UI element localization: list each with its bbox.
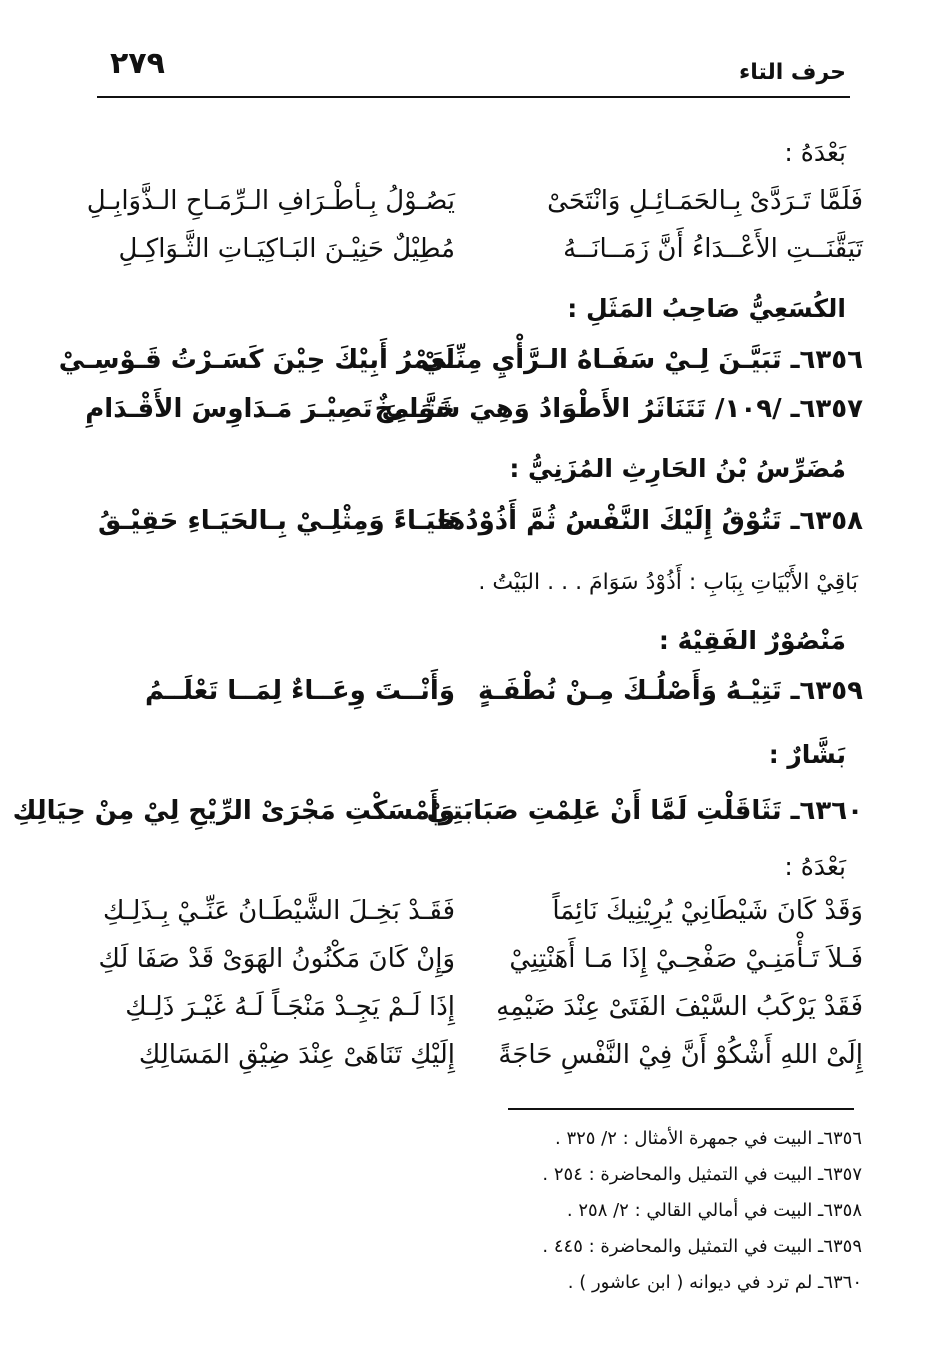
verse-second-hemistich: وَإِنْ كَانَ مَكْنُونُ الهَوَىْ قَدْ صَفَا لَكِ	[98, 944, 455, 974]
verse-second-hemistich: إِلَيْكِ تَنَاهَىْ عِنْدَ ضِيْقِ المَسَالِكِ	[138, 1040, 455, 1070]
verse-first-hemistich: تَيَقَّنَــتِ الأَعْــدَاءُ أَنَّ زَمَــانَــهُ	[563, 234, 863, 264]
chapter-title: حرف التاء	[738, 60, 846, 85]
verse-first-hemistich: فَقَدْ يَرْكَبُ السَّيْفَ الفَتَىْ عِنْدَ ضَيْمِهِ	[496, 992, 863, 1022]
cross-reference-note: بَاقِيْ الأَبْيَاتِ بِبَابِ : أَذُوْدُ سَوَامَ . . . البَيْتُ .	[478, 570, 858, 595]
verse-second-hemistich: وَأَمْسَكْتِ مَجْرَىْ الرِّيْحِ لِيْ مِنْ حِيَالِكِ	[12, 796, 455, 826]
verse-second-hemistich: مُطِيْلٌ حَنِيْـنَ البَـاكِيَـاتِ الثَّـوَاكِـلِ	[118, 234, 455, 264]
footnote: ٦٣٥٨ـ البيت في أمالي القالي : ٢/ ٢٥٨ .	[566, 1200, 862, 1221]
verse-second-hemistich: لَعَمْرُ أَبِيْكَ حِيْنَ كَسَـرْتُ قَـوْسِـيْ	[58, 345, 455, 375]
footnote: ٦٣٥٩ـ البيت في التمثيل والمحاضرة : ٤٤٥ .	[542, 1236, 862, 1257]
section-label: بَشَّارٌ :	[768, 740, 846, 769]
section-label: بَعْدَهُ :	[784, 852, 846, 881]
verse-second-hemistich: إِذَا لَـمْ يَجِـدْ مَنْجَـاً لَـهُ غَيْـرَ ذَلِـكِ	[125, 992, 455, 1022]
header-rule	[97, 96, 850, 98]
verse-first-hemistich: ٦٣٥٧ـ /١٠٩/ تَتَنَاثَرُ الأَطْوَادُ وَهِيَ شَوَامِخٌ	[374, 394, 863, 424]
verse-first-hemistich: فَـلاَ تَـأْمَنِـيْ صَفْحِـيْ إِذَا مَـا أَهَنْتِنِيْ	[509, 944, 863, 974]
verse-second-hemistich: يَصُـوْلُ بِـأطْـرَافِ الـرِّمَـاحِ الـذَّوَابِـلِ	[86, 186, 455, 216]
verse-first-hemistich: إِلَىْ اللهِ أَشْكُوْ أَنَّ فِيْ النَّفْسِ حَاجَةً	[498, 1040, 863, 1070]
verse-second-hemistich: فَقَـدْ بَخِـلَ الشَّيْطَـانُ عَنِّـيْ بِـذَلِـكِ	[103, 896, 455, 926]
verse-first-hemistich: ٦٣٥٦ـ تَبَيَّـنَ لِـيْ سَفَـاهُ الـرَّأْيِ مِنِّـيْ	[420, 345, 863, 375]
verse-second-hemistich: وَأَنْــتَ وِعَــاءٌ لِمَــا تَعْلَــمُ	[145, 676, 455, 706]
verse-second-hemistich: حَتَّــىَ تَصِيْـرَ مَـدَاوِسَ الأَقْـدَامِ	[85, 394, 455, 424]
page-number: ٢٧٩	[110, 46, 165, 81]
verse-first-hemistich: ٦٣٦٠ـ تَثَاقَلْتِ لَمَّا أَنْ عَلِمْتِ صَبَابَتِيْ	[426, 796, 863, 826]
section-label: بَعْدَهُ :	[784, 138, 846, 167]
section-label: مُضَرِّسُ بْنُ الحَارِثِ المُزَنِيُّ :	[509, 454, 846, 483]
section-label: الكُسَعِيُّ صَاحِبُ المَثَلِ :	[567, 294, 846, 323]
footnote: ٦٣٥٦ـ البيت في جمهرة الأمثال : ٢/ ٣٢٥ .	[554, 1128, 862, 1149]
footnote: ٦٣٥٧ـ البيت في التمثيل والمحاضرة : ٢٥٤ .	[542, 1164, 862, 1185]
verse-first-hemistich: ٦٣٥٩ـ تَتِيْـهُ وَأَصْلُـكَ مِـنْ نُطْفَـةٍ	[478, 676, 863, 706]
verse-first-hemistich: وَقَدْ كَانَ شَيْطَانِيْ يُرِيْنِيكَ نَائِمَاً	[552, 896, 863, 926]
verse-second-hemistich: حَيَـاءً وَمِثْلِـيْ بِـالحَيَـاءِ حَقِيْـقُ	[98, 506, 455, 536]
verse-first-hemistich: فَلَمَّا تَـرَدَّىْ بِـالحَمَـائِـلِ وَانْتَحَىْ	[547, 186, 863, 216]
section-label: مَنْصُوْرٌ الفَقِيْهُ :	[658, 626, 846, 655]
footnote-rule	[508, 1108, 854, 1110]
verse-first-hemistich: ٦٣٥٨ـ تَتُوْقُ إِلَيْكَ النَّفْسُ ثُمَّ أَذُوْدُهَا	[437, 506, 863, 536]
footnote: ٦٣٦٠ـ لم ترد في ديوانه ( ابن عاشور ) .	[567, 1272, 862, 1293]
